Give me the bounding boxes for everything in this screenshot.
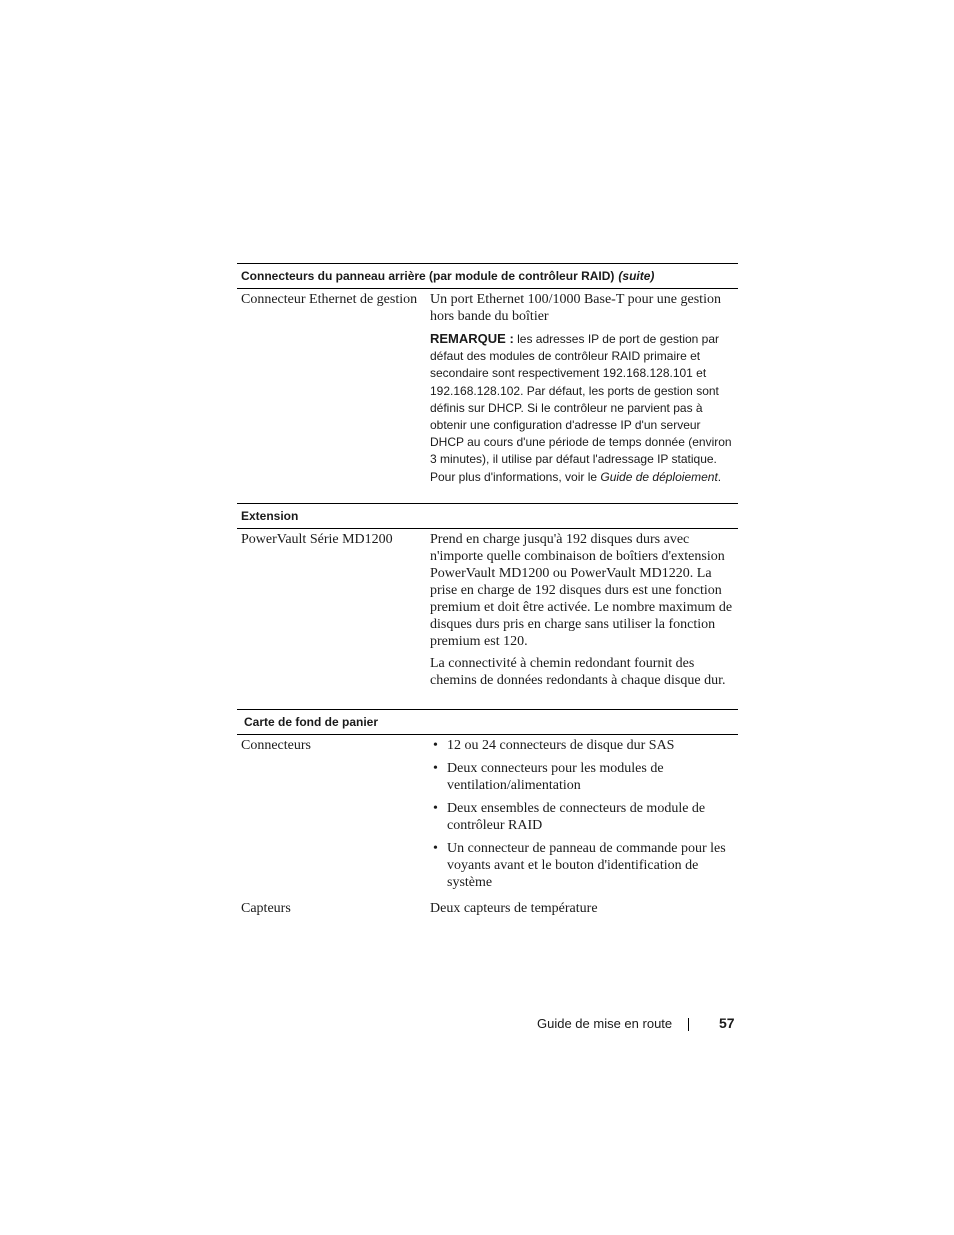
note-doc-reference: Guide de déploiement (600, 469, 718, 484)
list-item (430, 800, 735, 834)
section-title: Extension (241, 509, 299, 523)
section-header-backplane (237, 709, 738, 735)
bullet-list (430, 737, 735, 891)
row-text: Prend en charge jusqu'à 192 disques durs avec n'importe quelle combinaison de boîtiers d'extension PowerVault MD1200 ou PowerVault MD1220. La prise en charge de 192 disques durs est une fonction premium et doit être activée. Le nombre maximum de disques durs pris en charge sans utiliser la fonction premium est 120. (430, 532, 733, 649)
section-title: Connecteurs du panneau arrière (par module de contrôleur RAID) (241, 269, 615, 283)
footer-separator (688, 1018, 689, 1031)
bullet-icon: • (433, 761, 438, 776)
footer-title: Guide de mise en route (537, 1016, 673, 1031)
page-number: 57 (719, 1015, 735, 1031)
row-label: PowerVault Série MD1200 (241, 532, 393, 547)
table-row (237, 291, 738, 491)
note-end: . (717, 469, 722, 484)
list-item (430, 840, 735, 891)
note-label: REMARQUE : (430, 331, 514, 346)
page-footer (537, 1014, 737, 1034)
table-row (237, 531, 738, 701)
bullet-icon: • (433, 801, 438, 816)
list-item-text: Deux connecteurs pour les modules de ventilation/alimentation (447, 761, 664, 793)
note (430, 330, 735, 486)
table-row (237, 900, 738, 924)
row-description (430, 531, 735, 689)
note-text: les adresses IP de port de gestion par défaut des modules de contrôleur RAID primaire et secondaire sont respectivement 192.168.128.101 et 192.168.128.102. Par défaut, les ports de gestion sont définis sur DHCP. Si le contrôleur ne parvient pas à obtenir une configuration d'adresse IP d'un serveur DHCP au cours d'une période de temps donnée (environ 3 minutes), il utilise par défaut l'adressage IP statique. Pour plus d'informations, voir le (430, 332, 732, 484)
bullet-icon: • (433, 738, 438, 753)
row-label: Connecteurs (241, 738, 311, 753)
section-title: Carte de fond de panier (244, 715, 379, 729)
row-label: Connecteur Ethernet de gestion (241, 292, 418, 307)
section-header-rear-panel (237, 263, 738, 289)
row-label: Capteurs (241, 901, 291, 916)
row-description (430, 291, 735, 486)
list-item (430, 737, 735, 754)
row-text: Un port Ethernet 100/1000 Base-T pour une gestion hors bande du boîtier (430, 292, 721, 324)
bullet-icon: • (433, 841, 438, 856)
list-item-text: 12 ou 24 connecteurs de disque dur SAS (447, 738, 675, 753)
row-description: Deux capteurs de température (430, 901, 598, 916)
list-item-text: Deux ensembles de connecteurs de module de contrôleur RAID (447, 801, 706, 833)
section-header-extension (237, 503, 738, 529)
row-description (430, 737, 735, 897)
list-item (430, 760, 735, 794)
section-title-suffix: (suite) (618, 269, 655, 283)
row-text-2: La connectivité à chemin redondant fournit des chemins de données redondants à chaque disque dur. (430, 656, 726, 688)
table-row (237, 737, 738, 897)
list-item-text: Un connecteur de panneau de commande pour les voyants avant et le bouton d'identification de système (447, 841, 726, 890)
